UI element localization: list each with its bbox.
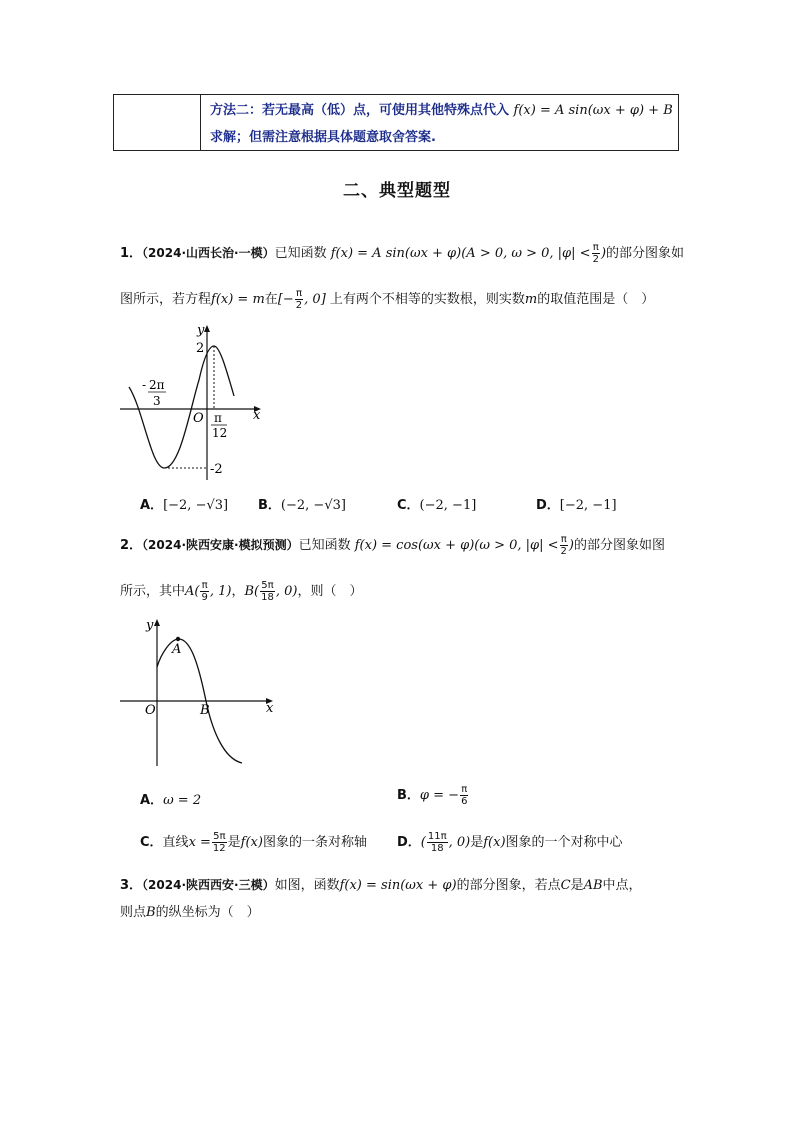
q1-option-d-key: D．: [536, 498, 560, 513]
q2-point-a-marker: [176, 637, 180, 641]
q2-b-label: B: [200, 703, 210, 718]
q2-option-c-text3: 图象的一条对称轴: [262, 835, 367, 850]
q2-number: 2．: [120, 538, 143, 553]
method-table: [113, 94, 679, 151]
q1-ymax-label: 2: [196, 341, 205, 356]
q2-a-label: A: [172, 642, 182, 657]
q2-option-c-den: 12: [212, 843, 226, 854]
q1-equation: f(x) = m: [211, 292, 265, 307]
q2-option-c-text2: 是: [227, 835, 241, 850]
q2-line2-text: 所示，其中: [120, 584, 186, 599]
q1-pos-num: π: [214, 411, 222, 425]
q1-neg-den: 3: [153, 394, 161, 408]
q1-origin: O: [193, 411, 204, 426]
q1-y-arrow: [204, 325, 210, 332]
q2-frac-den: 2: [560, 546, 567, 557]
q2-option-a-value: ω = 2: [163, 793, 202, 808]
q2-option-d-key: D．: [397, 835, 421, 850]
q1-option-a-value: [−2, −√3]: [163, 498, 229, 513]
q3-text: 如图，函数: [274, 878, 340, 893]
q1-option-a-key: A．: [140, 498, 164, 513]
q1-graph: [115, 320, 275, 485]
q1-option-c-key: C．: [397, 498, 420, 513]
q1-text: 已知函数: [274, 246, 327, 261]
method-line-2: 求解；但需注意根据具体题意取舍答案.: [210, 130, 436, 145]
q2-line-1: [120, 534, 665, 557]
q2-point-a-rest: , 1): [209, 584, 232, 599]
q1-frac-den: 2: [592, 254, 599, 265]
q1-option-d[interactable]: [536, 494, 617, 513]
q1-frac-num: π: [592, 242, 599, 253]
q2-option-d-frac: [427, 831, 448, 854]
q1-source: （2024·山西长治·一模）: [142, 246, 275, 260]
method-text: 方法二：若无最高（低）点，可使用其他特殊点代入: [210, 103, 510, 118]
q2-point-b-den: 18: [261, 592, 274, 603]
q2-frac-num: π: [560, 534, 567, 545]
q1-formula: f(x) = A sin(ωx + φ)(A > 0, ω > 0, |φ| <: [330, 246, 591, 261]
q1-option-c-value: (−2, −1]: [419, 498, 477, 513]
q2-option-d-fx: f(x): [483, 835, 506, 850]
q2-option-d-den: 18: [430, 843, 444, 854]
q2-origin: O: [145, 703, 156, 718]
q2-point-b-rest: , 0): [275, 584, 298, 599]
q2-option-b-den: 6: [461, 796, 468, 807]
q3-text-c: 是: [570, 878, 584, 893]
q3-line2-end: 的纵坐标为（ ）: [155, 905, 260, 920]
q1-frac: [592, 242, 600, 265]
q1-option-b-value: (−2, −√3]: [280, 498, 346, 513]
method-line-1: [210, 99, 673, 118]
q1-interval-den: 2: [295, 300, 303, 311]
q1-option-b[interactable]: [258, 494, 346, 513]
q2-point-a: A(: [185, 584, 200, 599]
q2-formula-close: ): [568, 538, 574, 553]
q2-option-d-text2: 是: [470, 835, 484, 850]
q2-sep: ，: [231, 584, 245, 599]
q2-graph: [115, 614, 285, 769]
q2-formula: f(x) = cos(ωx + φ)(ω > 0, |φ| <: [354, 538, 559, 553]
q1-option-a[interactable]: [140, 494, 228, 513]
q2-option-c-fx: f(x): [240, 835, 263, 850]
q1-line2-text-c: 上有两个不相等的实数根，则实数: [329, 292, 525, 307]
q1-line-2: [120, 288, 654, 311]
section-title: 二、典型题型: [343, 181, 451, 201]
q1-text-b: 的部分图象如: [606, 246, 685, 261]
q2-option-b-value: φ = −: [419, 788, 460, 803]
q1-option-c[interactable]: [397, 494, 476, 513]
q2-x-label: x: [266, 701, 274, 716]
q1-interval-frac: [295, 288, 303, 311]
table-divider: [200, 95, 201, 150]
q3-point-c: C: [560, 878, 571, 893]
q2-option-d[interactable]: [397, 831, 623, 854]
q2-point-a-num: π: [201, 580, 208, 591]
q1-pos-den: 12: [212, 426, 228, 440]
q1-m: m: [524, 292, 538, 307]
q1-interval-open: [−: [277, 292, 294, 307]
q1-neg-sign: -: [142, 378, 147, 392]
q2-option-b-key: B．: [397, 788, 420, 803]
q2-option-c-math: x =: [188, 835, 211, 850]
q2-point-b-frac: [260, 580, 275, 603]
q2-point-b: B(: [244, 584, 260, 599]
q1-line2-text-d: 的取值范围是（ ）: [537, 292, 655, 307]
q2-text: 已知函数: [298, 538, 351, 553]
q1-neg-num: 2π: [149, 378, 165, 392]
q2-y-arrow: [154, 619, 160, 626]
q1-x-label: x: [253, 408, 261, 423]
q3-point-b: B: [146, 905, 156, 920]
q2-text-b: 的部分图象如图: [574, 538, 666, 553]
q1-line2-text: 图所示，若方程: [120, 292, 212, 307]
q2-option-b-frac: [460, 784, 468, 807]
q2-option-b-num: π: [461, 784, 468, 795]
q1-interval-close: , 0]: [304, 292, 326, 307]
q1-option-b-key: B．: [258, 498, 281, 513]
q2-option-c[interactable]: [140, 831, 367, 854]
q2-option-d-open: (: [420, 835, 426, 850]
q3-number: 3．: [120, 878, 143, 893]
q3-segment-ab: AB: [583, 878, 603, 893]
q1-curve: [129, 346, 234, 468]
q2-option-d-rest: , 0): [448, 835, 471, 850]
q2-option-d-text3: 图象的一个对称中心: [505, 835, 623, 850]
q2-frac: [560, 534, 568, 557]
q2-option-a-key: A．: [140, 793, 164, 808]
q2-source: （2024·陕西安康·模拟预测）: [142, 538, 299, 552]
q2-point-a-den: 9: [201, 592, 208, 603]
q2-option-a[interactable]: [140, 789, 201, 808]
q2-option-c-key: C．: [140, 835, 163, 850]
method-formula: f(x) = A sin(ωx + φ) + B: [513, 103, 673, 118]
q3-source: （2024·陕西西安·三模）: [142, 878, 275, 892]
q3-line2-text: 则点: [120, 905, 147, 920]
q3-text-b: 的部分图象，若点: [456, 878, 561, 893]
q3-text-d: 中点，: [602, 878, 642, 893]
q1-y-label: y: [197, 323, 205, 338]
q1-number: 1．: [120, 246, 143, 261]
q1-line2-in: 在: [264, 292, 278, 307]
q1-formula-close: ): [600, 246, 607, 261]
q2-point-b-num: 5π: [261, 580, 274, 591]
q2-y-label: y: [146, 618, 154, 633]
q2-option-b[interactable]: [397, 784, 469, 807]
q2-option-c-num: 5π: [213, 831, 226, 842]
q2-option-d-num: 11π: [427, 831, 447, 842]
q1-ymin-label: -2: [210, 462, 223, 477]
q2-option-c-frac: [212, 831, 227, 854]
q2-line-2: [120, 580, 362, 603]
q2-line2-end: ，则（ ）: [297, 584, 363, 599]
q2-point-a-frac: [200, 580, 208, 603]
q1-option-d-value: [−2, −1]: [559, 498, 617, 513]
q3-line-1: [120, 874, 642, 893]
q3-formula: f(x) = sin(ωx + φ): [339, 878, 457, 893]
q2-option-c-text: 直线: [162, 835, 189, 850]
q1-interval-num: π: [295, 288, 302, 299]
q1-line-1: [120, 242, 684, 265]
q3-line-2: [120, 901, 260, 920]
